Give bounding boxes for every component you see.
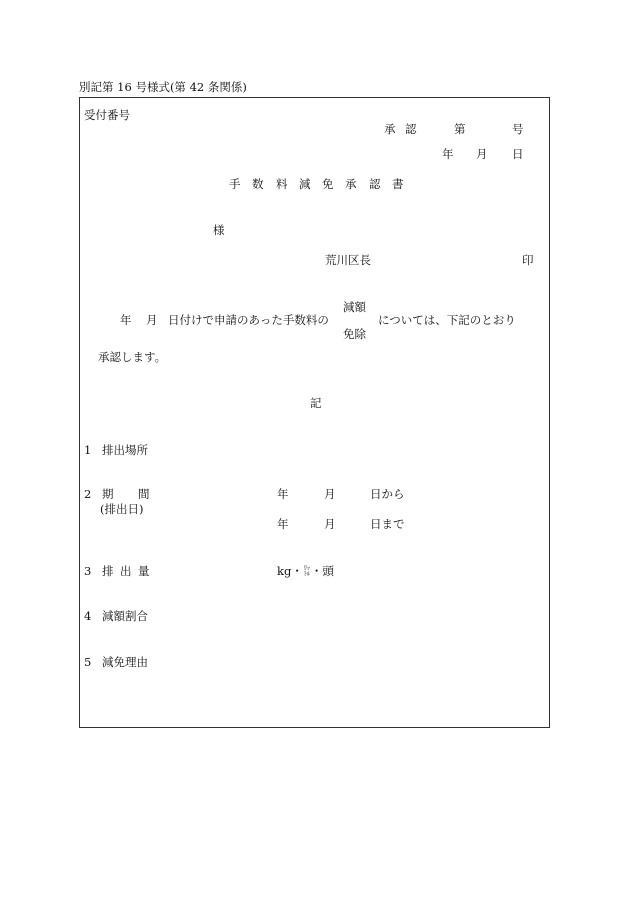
item-number: 1 <box>84 443 92 457</box>
item-number: 3 <box>84 564 92 578</box>
approval-dai: 第 <box>454 122 466 136</box>
item-label-char: 出 <box>120 564 132 578</box>
item-label-char: 量 <box>138 564 150 578</box>
title-char: 認 <box>369 177 381 191</box>
statement-year: 年 <box>120 313 132 327</box>
ki-heading: 記 <box>310 396 322 410</box>
statement-line-2: 承認します。 <box>98 350 167 364</box>
issue-year: 年 <box>442 147 454 161</box>
quantity-units <box>277 566 334 578</box>
unit-liter-bottom: ﾄﾙ <box>303 571 310 578</box>
addressee-suffix: 様 <box>213 223 225 237</box>
unit-liter <box>303 566 311 578</box>
unit-kg: kg・ <box>277 564 303 578</box>
item-label-char: 間 <box>138 487 150 501</box>
from-year: 年 <box>277 487 289 501</box>
receipt-number-label: 受付番号 <box>84 108 130 122</box>
to-day: 日まで <box>370 517 405 531</box>
item-number: 5 <box>84 655 92 669</box>
approval-char-2: 認 <box>405 122 417 136</box>
from-month: 月 <box>324 487 336 501</box>
option-reduction: 減額 <box>343 300 366 314</box>
item-label: 減免理由 <box>102 655 148 669</box>
form-number-label: 別記第 16 号様式(第 42 条関係) <box>79 80 247 94</box>
item-label-char: 期 <box>102 487 114 501</box>
issue-day: 日 <box>512 147 524 161</box>
option-exemption: 免除 <box>343 327 366 341</box>
to-year: 年 <box>277 517 289 531</box>
title-char: 手 <box>229 177 241 191</box>
approval-char-1: 承 <box>384 122 396 136</box>
statement-text-before: 日付けで申請のあった手数料の <box>168 313 329 327</box>
item-number: 4 <box>84 609 92 623</box>
from-day: 日から <box>370 487 405 501</box>
issue-month: 月 <box>476 147 488 161</box>
statement-text-after: については、下記のとおり <box>378 313 516 327</box>
item-number: 2 <box>84 487 92 501</box>
title-char: 減 <box>299 177 311 191</box>
unit-liter-top: ﾘｯ <box>303 565 310 572</box>
title-char: 書 <box>392 177 404 191</box>
item-label: 減額割合 <box>102 609 148 623</box>
item-sub-label: (排出日) <box>100 502 144 516</box>
seal-mark: 印 <box>522 253 534 267</box>
approval-go: 号 <box>512 122 524 136</box>
statement-month: 月 <box>146 313 158 327</box>
unit-head: ・頭 <box>310 564 334 578</box>
item-label: 排出場所 <box>102 443 148 457</box>
title-char: 免 <box>322 177 334 191</box>
form-box <box>79 97 550 728</box>
title-char: 承 <box>345 177 357 191</box>
title-char: 数 <box>252 177 264 191</box>
title-char: 料 <box>276 177 288 191</box>
issuer-name: 荒川区長 <box>325 253 371 267</box>
to-month: 月 <box>324 517 336 531</box>
item-label-char: 排 <box>102 564 114 578</box>
